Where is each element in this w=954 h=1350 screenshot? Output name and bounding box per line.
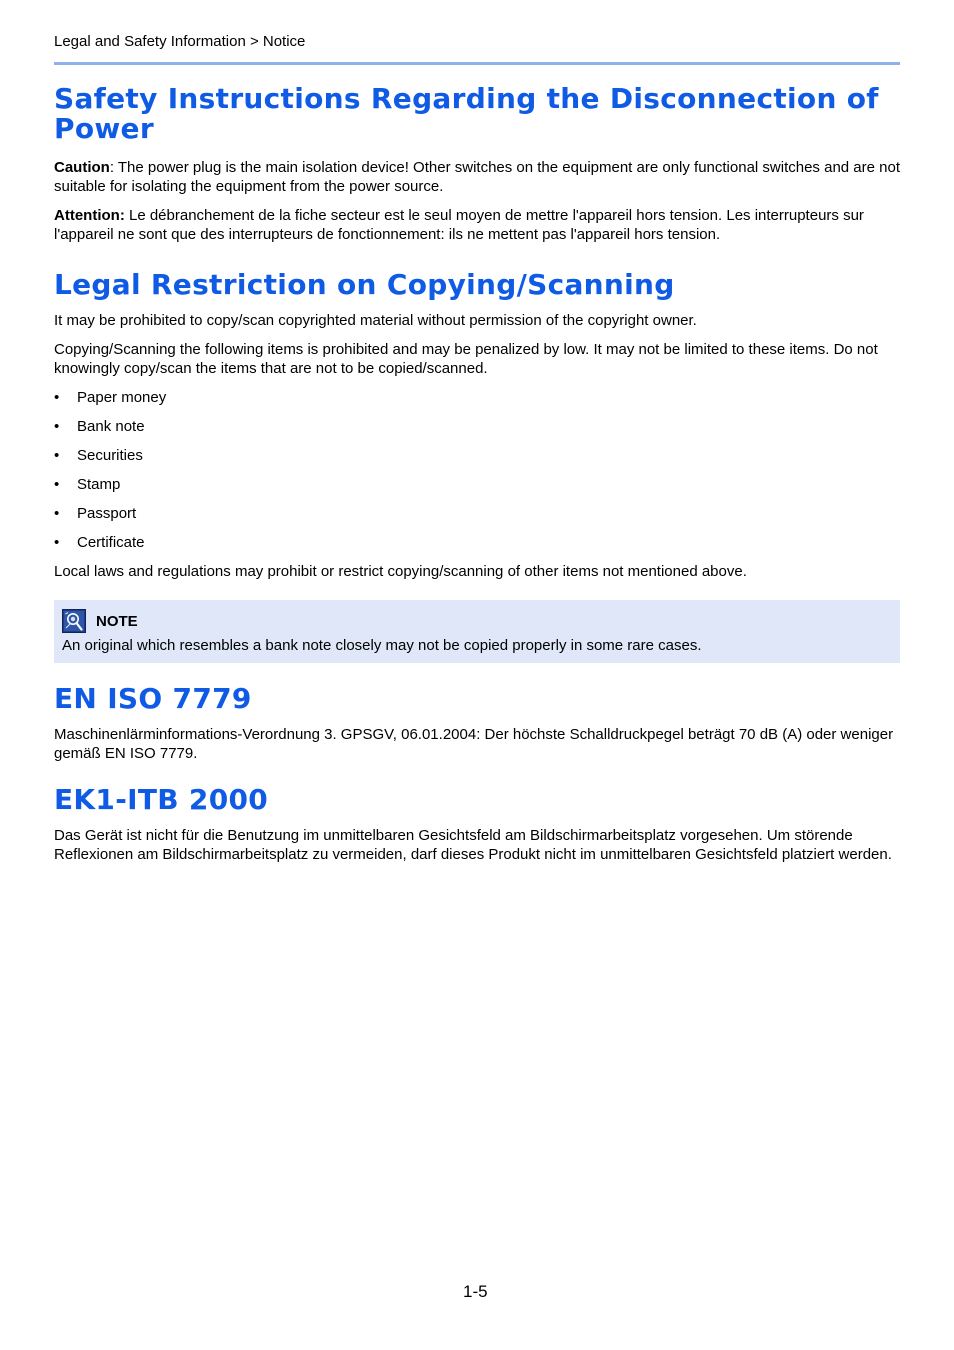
ek1-section-title: EK1-ITB 2000: [54, 783, 269, 816]
bullet: •: [54, 505, 60, 522]
list-item: [54, 504, 900, 523]
safety-section-title: Safety Instructions Regarding the Disconnection of Power: [54, 82, 879, 145]
caution-paragraph: [54, 158, 900, 196]
legal-paragraph-1: It may be prohibited to copy/scan copyrighted material without permission of the copyright owner.: [54, 312, 697, 329]
attention-text: Le débranchement de la fiche secteur est le seul moyen de mettre l'appareil hors tension. Les interrupteurs sur l'appareil ne sont que des interrupteurs de fonctionnement: ils ne mettent pas l'appareil hors tension.: [54, 207, 864, 243]
bullet: •: [54, 476, 60, 493]
ek1-paragraph: Das Gerät ist nicht für die Benutzung im unmittelbaren Gesichtsfeld am Bildschirmarbeitsplatz vorgesehen. Um störende Reflexionen am Bildschirmarbeitsplatz zu vermeiden, darf dieses Produkt nicht im unmittelbaren Gesichtsfeld platziert werden.: [54, 827, 892, 863]
list-item-label: Passport: [77, 505, 137, 522]
note-title: NOTE: [96, 612, 138, 630]
note-header: [62, 609, 900, 633]
list-item-label: Certificate: [77, 534, 145, 551]
list-item-label: Paper money: [77, 389, 167, 406]
attention-paragraph: [54, 206, 900, 244]
note-text: An original which resembles a bank note closely may not be copied properly in some rare cases.: [62, 637, 702, 654]
page-content: [54, 84, 900, 864]
caution-text: : The power plug is the main isolation device! Other switches on the equipment are only functional switches and are not suitable for isolating the equipment from the power source.: [54, 159, 900, 195]
list-item: [54, 475, 900, 494]
list-item-label: Stamp: [77, 476, 121, 493]
breadcrumb: Legal and Safety Information > Notice: [54, 33, 306, 50]
note-box: [54, 600, 900, 663]
list-item-label: Bank note: [77, 418, 145, 435]
bullet: •: [54, 389, 60, 406]
legal-paragraph-3: Local laws and regulations may prohibit or restrict copying/scanning of other items not mentioned above.: [54, 563, 747, 580]
list-item-label: Securities: [77, 447, 143, 464]
header-divider: [54, 62, 900, 65]
page-number: 1-5: [463, 1282, 488, 1301]
list-item: [54, 446, 900, 465]
caution-label: Caution: [54, 159, 110, 176]
list-item: [54, 533, 900, 552]
list-item: [54, 417, 900, 436]
list-item: [54, 388, 900, 407]
note-icon: [62, 609, 86, 633]
bullet: •: [54, 534, 60, 551]
bullet: •: [54, 418, 60, 435]
attention-label: Attention:: [54, 207, 125, 224]
prohibited-items-list: [54, 388, 900, 552]
iso-paragraph: Maschinenlärminformations-Verordnung 3. GPSGV, 06.01.2004: Der höchste Schalldruckpegel beträgt 70 dB (A) oder weniger gemäß EN ISO 7779.: [54, 726, 894, 762]
bullet: •: [54, 447, 60, 464]
legal-section-title: Legal Restriction on Copying/Scanning: [54, 268, 675, 301]
legal-paragraph-2: Copying/Scanning the following items is prohibited and may be penalized by low. It may not be limited to these items. Do not knowingly copy/scan the items that are not to be copied/scanned.: [54, 341, 878, 377]
iso-section-title: EN ISO 7779: [54, 682, 252, 715]
